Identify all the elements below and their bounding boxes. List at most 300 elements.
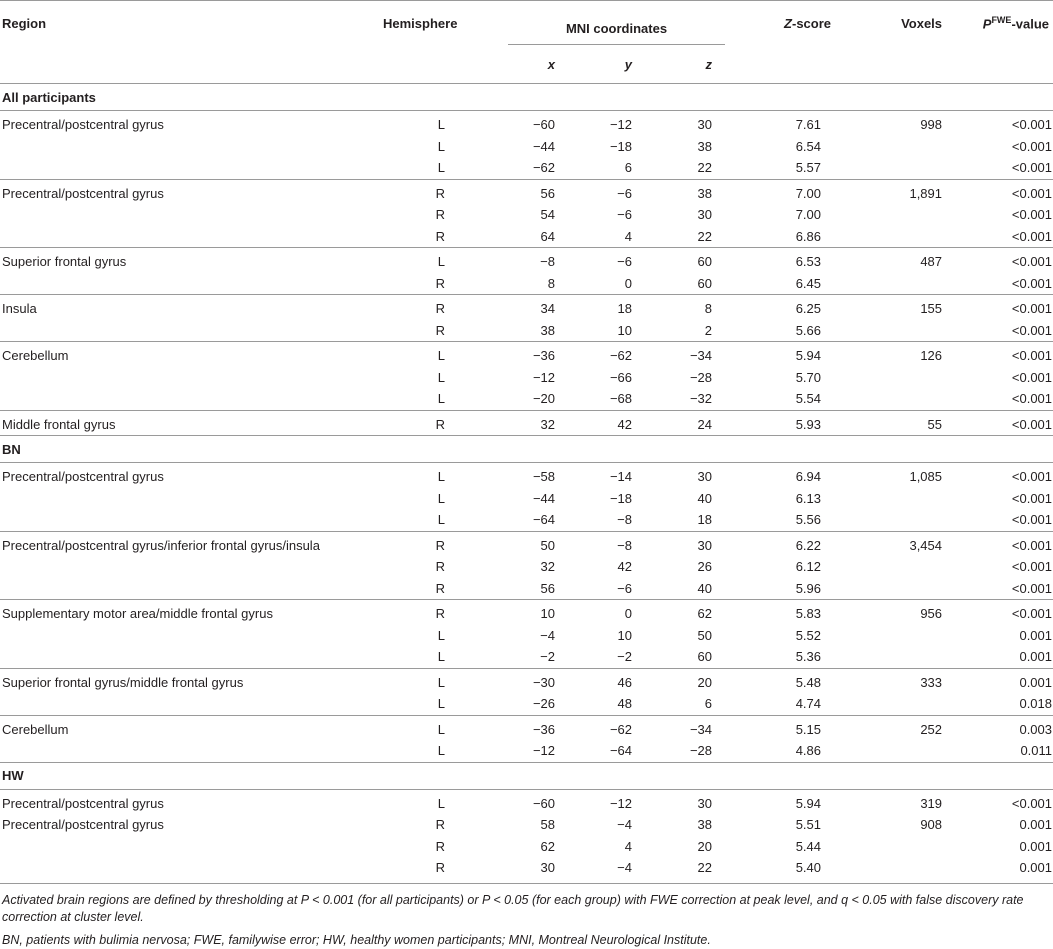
y-coordinate-cell: −62: [609, 348, 632, 363]
table-row: [0, 410, 1053, 436]
p-value-cell: <0.001: [944, 226, 1053, 248]
z-coordinate-cell: 6: [645, 693, 725, 715]
zscore-cell: 5.96: [725, 578, 843, 600]
table-row: [0, 226, 1053, 248]
region-cell: [0, 320, 380, 342]
hemisphere-cell: R: [380, 410, 508, 436]
zscore-cell: 6.12: [795, 559, 822, 574]
table-row: [0, 646, 1053, 668]
region-cell: [0, 646, 380, 668]
region-cell: [0, 157, 380, 179]
region-cell: Precentral/postcentral gyrus: [2, 185, 164, 201]
p-value-cell: <0.001: [1011, 559, 1053, 574]
y-coordinate-cell: −6: [617, 254, 632, 269]
y-coordinate-cell: 42: [568, 410, 645, 436]
zscore-cell: 6.45: [725, 273, 843, 295]
voxels-cell: [843, 488, 944, 510]
p-value-cell: <0.001: [1011, 254, 1053, 269]
region-cell: [0, 509, 380, 531]
y-coordinate-cell: −66: [609, 369, 632, 385]
voxels-cell: [843, 556, 944, 578]
x-coordinate-cell: −20: [508, 388, 568, 410]
header-y: y: [568, 45, 645, 84]
voxels-cell: [843, 625, 944, 647]
voxels-cell: 252: [920, 721, 943, 737]
voxels-cell: 956: [920, 606, 943, 621]
region-cell: [0, 204, 380, 226]
hemisphere-cell: L: [437, 117, 445, 132]
header-blank-voxels: [843, 45, 944, 84]
y-coordinate-cell: 4: [624, 838, 632, 854]
y-coordinate-cell: 10: [568, 320, 645, 342]
x-coordinate-cell: 10: [540, 606, 555, 621]
z-coordinate-cell: 40: [645, 578, 725, 600]
p-value-cell: <0.001: [944, 157, 1053, 179]
hemisphere-cell: R: [435, 185, 445, 201]
hemisphere-cell: R: [435, 207, 445, 222]
table-row: [0, 509, 1053, 531]
x-coordinate-cell: −30: [532, 674, 555, 690]
p-value-cell: 0.003: [1019, 721, 1053, 737]
z-coordinate-cell: 22: [645, 157, 725, 179]
zscore-cell: 5.93: [725, 410, 843, 436]
zscore-cell: 7.00: [795, 185, 822, 201]
region-cell: [0, 488, 380, 510]
footnote-thresholding: Activated brain regions are defined by thresholding at P < 0.001 (for all participants) or P < 0.05 (for each group) with FWE correction at peak level, and q < 0.05 with false discovery rate correction at cluster level.: [2, 892, 1024, 924]
zscore-cell: 5.94: [795, 795, 822, 811]
x-coordinate-cell: −44: [532, 138, 555, 154]
hemisphere-cell: L: [437, 490, 445, 506]
region-cell: Cerebellum: [2, 721, 69, 737]
zscore-cell: 5.70: [795, 369, 822, 385]
region-cell: [0, 693, 380, 715]
z-coordinate-cell: 60: [697, 254, 713, 269]
table-row: [0, 273, 1053, 295]
x-coordinate-cell: −12: [532, 369, 555, 385]
p-value-cell: <0.001: [944, 578, 1053, 600]
y-coordinate-cell: 6: [568, 157, 645, 179]
hemisphere-cell: R: [435, 817, 445, 832]
voxels-cell: 126: [920, 348, 943, 363]
region-cell: [0, 388, 380, 410]
voxels-cell: 1,891: [909, 185, 943, 201]
x-coordinate-cell: −2: [508, 646, 568, 668]
table-row: [0, 668, 1053, 693]
header-p-suffix: -value: [1011, 16, 1050, 32]
region-cell: Precentral/postcentral gyrus/inferior frontal gyrus/insula: [2, 537, 320, 553]
table-row: [0, 740, 1053, 762]
region-cell: [0, 273, 380, 295]
z-coordinate-cell: 22: [697, 860, 713, 875]
p-value-cell: <0.001: [1011, 185, 1053, 201]
zscore-cell: 5.54: [725, 388, 843, 410]
z-coordinate-cell: −28: [689, 369, 713, 385]
table-row: [0, 857, 1053, 879]
z-coordinate-cell: 40: [697, 490, 713, 506]
p-value-cell: <0.001: [1011, 490, 1053, 506]
voxels-cell: [843, 740, 944, 762]
voxels-cell: 333: [920, 674, 943, 690]
z-coordinate-cell: 60: [645, 646, 725, 668]
hemisphere-cell: L: [380, 693, 508, 715]
z-coordinate-cell: 30: [697, 469, 713, 484]
z-coordinate-cell: 38: [697, 138, 713, 154]
hemisphere-cell: R: [435, 606, 445, 621]
zscore-cell: 5.44: [795, 838, 822, 854]
p-value-cell: 0.001: [1019, 860, 1053, 875]
x-coordinate-cell: 54: [540, 207, 555, 222]
voxels-cell: [843, 388, 944, 410]
y-coordinate-cell: −6: [617, 207, 632, 222]
section-title: BN: [0, 436, 1053, 463]
table-row: [0, 789, 1053, 814]
zscore-cell: 5.36: [725, 646, 843, 668]
x-coordinate-cell: 38: [508, 320, 568, 342]
z-coordinate-cell: 26: [697, 559, 713, 574]
x-coordinate-cell: 32: [540, 559, 555, 574]
x-coordinate-cell: −58: [532, 469, 555, 484]
voxels-cell: [843, 273, 944, 295]
y-coordinate-cell: 4: [568, 226, 645, 248]
hemisphere-cell: L: [380, 157, 508, 179]
zscore-cell: 6.53: [795, 254, 822, 269]
region-cell: [0, 226, 380, 248]
voxels-cell: [843, 693, 944, 715]
table-row: [0, 367, 1053, 389]
table-row: [0, 836, 1053, 858]
header-p-superscript: FWE: [991, 14, 1012, 25]
hemisphere-cell: R: [380, 320, 508, 342]
x-coordinate-cell: 56: [508, 578, 568, 600]
z-coordinate-cell: 30: [697, 207, 713, 222]
header-blank-zscore: [725, 45, 843, 84]
region-cell: [0, 625, 380, 647]
table-row: [0, 463, 1053, 488]
hemisphere-cell: L: [437, 674, 445, 690]
table-row: [0, 625, 1053, 647]
region-cell: Supplementary motor area/middle frontal gyrus: [2, 606, 273, 621]
x-coordinate-cell: −36: [532, 721, 555, 737]
hemisphere-cell: L: [437, 721, 445, 737]
table-footnotes: [0, 883, 1053, 949]
x-coordinate-cell: 50: [540, 537, 555, 553]
y-coordinate-cell: −68: [568, 388, 645, 410]
z-coordinate-cell: 38: [697, 185, 713, 201]
hemisphere-cell: L: [437, 348, 445, 363]
table-row: [0, 715, 1053, 740]
voxels-cell: 155: [920, 301, 943, 316]
hemisphere-cell: L: [437, 795, 445, 811]
x-coordinate-cell: −12: [508, 740, 568, 762]
region-cell: Insula: [2, 301, 37, 316]
zscore-cell: 6.22: [795, 537, 822, 553]
hemisphere-cell: L: [380, 740, 508, 762]
hemisphere-cell: R: [380, 578, 508, 600]
z-coordinate-cell: 38: [697, 817, 713, 832]
p-value-cell: 0.001: [1019, 817, 1053, 832]
zscore-cell: 5.48: [795, 674, 822, 690]
footnote-abbreviations: BN, patients with bulimia nervosa; FWE, familywise error; HW, healthy women participants; MNI, Montreal Neurological Institute.: [2, 932, 711, 947]
region-cell: Precentral/postcentral gyrus: [2, 469, 164, 484]
z-coordinate-cell: 2: [645, 320, 725, 342]
header-zscore: [725, 1, 843, 46]
voxels-cell: 998: [920, 117, 943, 132]
y-coordinate-cell: −12: [609, 117, 632, 132]
header-mni-label: MNI coordinates: [508, 11, 725, 45]
voxels-cell: [843, 136, 944, 158]
x-coordinate-cell: −26: [508, 693, 568, 715]
hemisphere-cell: L: [437, 254, 445, 269]
voxels-cell: [843, 578, 944, 600]
y-coordinate-cell: −62: [609, 721, 632, 737]
table-row: [0, 388, 1053, 410]
z-coordinate-cell: 18: [645, 509, 725, 531]
table-body: [0, 84, 1053, 879]
zscore-cell: 5.40: [795, 860, 822, 875]
hemisphere-cell: L: [380, 509, 508, 531]
x-coordinate-cell: −8: [540, 254, 555, 269]
voxels-cell: [843, 509, 944, 531]
header-hemisphere: Hemisphere: [380, 1, 508, 46]
header-region: Region: [0, 1, 380, 46]
z-coordinate-cell: −32: [645, 388, 725, 410]
hemisphere-cell: R: [435, 559, 445, 574]
p-value-cell: 0.001: [1019, 627, 1053, 643]
z-coordinate-cell: 8: [704, 301, 713, 316]
y-coordinate-cell: −6: [568, 578, 645, 600]
region-cell: [0, 740, 380, 762]
table-row: [0, 556, 1053, 578]
region-cell: Superior frontal gyrus/middle frontal gyrus: [2, 674, 244, 690]
zscore-cell: 6.86: [725, 226, 843, 248]
region-cell: Superior frontal gyrus: [2, 254, 127, 269]
x-coordinate-cell: 56: [540, 185, 555, 201]
zscore-cell: 6.94: [795, 469, 822, 484]
region-cell: [0, 367, 380, 389]
hemisphere-cell: R: [380, 226, 508, 248]
p-value-cell: 0.011: [944, 740, 1053, 762]
z-coordinate-cell: −34: [689, 721, 713, 737]
region-cell: Precentral/postcentral gyrus: [2, 117, 164, 132]
hemisphere-cell: L: [380, 646, 508, 668]
header-mni-coordinates: [508, 1, 725, 46]
region-cell: Precentral/postcentral gyrus: [2, 817, 164, 832]
header-p-letter: P: [982, 16, 992, 32]
x-coordinate-cell: −4: [540, 627, 555, 643]
region-cell: [0, 136, 380, 158]
header-z: z: [645, 45, 725, 84]
p-value-cell: <0.001: [1011, 469, 1053, 484]
p-value-cell: <0.001: [1011, 138, 1053, 154]
table-row: [0, 204, 1053, 226]
zscore-cell: 7.00: [795, 207, 822, 222]
zscore-cell: 6.54: [795, 138, 822, 154]
hemisphere-cell: R: [380, 273, 508, 295]
x-coordinate-cell: 32: [508, 410, 568, 436]
table-row: [0, 531, 1053, 556]
p-value-cell: <0.001: [1011, 537, 1053, 553]
x-coordinate-cell: 58: [540, 817, 555, 832]
y-coordinate-cell: −64: [568, 740, 645, 762]
p-value-cell: <0.001: [1011, 606, 1053, 621]
region-cell: [0, 578, 380, 600]
zscore-cell: 5.66: [725, 320, 843, 342]
voxels-cell: 319: [920, 795, 943, 811]
x-coordinate-cell: −64: [508, 509, 568, 531]
p-value-cell: <0.001: [1011, 348, 1053, 363]
voxels-cell: [843, 646, 944, 668]
z-coordinate-cell: −28: [645, 740, 725, 762]
z-coordinate-cell: 22: [645, 226, 725, 248]
table-row: [0, 179, 1053, 204]
voxels-cell: [843, 367, 944, 389]
region-cell: Middle frontal gyrus: [0, 410, 380, 436]
y-coordinate-cell: 10: [617, 627, 632, 643]
header-blank-p: [944, 45, 1053, 84]
table-header: [0, 1, 1053, 84]
p-value-cell: <0.001: [1011, 795, 1053, 811]
zscore-cell: 4.86: [725, 740, 843, 762]
region-cell: Cerebellum: [2, 348, 69, 363]
x-coordinate-cell: −44: [532, 490, 555, 506]
y-coordinate-cell: 42: [617, 559, 632, 574]
table-row: [0, 111, 1053, 136]
p-value-cell: <0.001: [944, 320, 1053, 342]
voxels-cell: [843, 157, 944, 179]
y-coordinate-cell: 0: [568, 273, 645, 295]
hemisphere-cell: R: [435, 301, 445, 316]
z-coordinate-cell: 60: [645, 273, 725, 295]
zscore-cell: 5.56: [725, 509, 843, 531]
voxels-cell: 487: [920, 254, 943, 269]
p-value-cell: <0.001: [944, 509, 1053, 531]
zscore-cell: 4.74: [725, 693, 843, 715]
x-coordinate-cell: 62: [540, 838, 555, 854]
voxels-cell: [843, 204, 944, 226]
x-coordinate-cell: −60: [532, 795, 555, 811]
voxels-cell: [843, 857, 944, 879]
x-coordinate-cell: −62: [508, 157, 568, 179]
y-coordinate-cell: −18: [609, 490, 632, 506]
y-coordinate-cell: −8: [617, 537, 632, 553]
header-blank-hemisphere: [380, 45, 508, 84]
zscore-cell: 5.94: [795, 348, 822, 363]
hemisphere-cell: R: [435, 537, 445, 553]
zscore-cell: 5.57: [725, 157, 843, 179]
zscore-cell: 5.15: [795, 721, 822, 737]
zscore-cell: 7.61: [795, 117, 822, 132]
p-value-cell: <0.001: [944, 388, 1053, 410]
header-p-value: [944, 1, 1053, 46]
y-coordinate-cell: 46: [617, 674, 632, 690]
y-coordinate-cell: −14: [609, 469, 632, 484]
z-coordinate-cell: 20: [697, 674, 713, 690]
hemisphere-cell: L: [437, 469, 445, 484]
voxels-cell: 1,085: [909, 469, 943, 484]
y-coordinate-cell: −6: [617, 185, 632, 201]
y-coordinate-cell: −18: [609, 138, 632, 154]
y-coordinate-cell: −12: [609, 795, 632, 811]
zscore-cell: 5.83: [795, 606, 822, 621]
section-title: HW: [0, 762, 1053, 789]
header-zscore-suffix: -score: [791, 15, 832, 31]
p-value-cell: <0.001: [944, 410, 1053, 436]
table-row: [0, 157, 1053, 179]
section-title: All participants: [0, 84, 1053, 111]
z-coordinate-cell: 30: [697, 117, 713, 132]
z-coordinate-cell: 62: [697, 606, 713, 621]
table-row: [0, 320, 1053, 342]
hemisphere-cell: L: [437, 138, 445, 154]
p-value-cell: <0.001: [1011, 117, 1053, 132]
table-row: [0, 693, 1053, 715]
z-coordinate-cell: 30: [697, 537, 713, 553]
x-coordinate-cell: −36: [532, 348, 555, 363]
header-blank-region: [0, 45, 380, 84]
voxels-cell: [843, 836, 944, 858]
voxels-cell: [843, 226, 944, 248]
p-value-cell: 0.001: [1019, 674, 1053, 690]
y-coordinate-cell: −2: [568, 646, 645, 668]
z-coordinate-cell: −34: [689, 348, 713, 363]
zscore-cell: 6.13: [795, 490, 822, 506]
p-value-cell: 0.001: [944, 646, 1053, 668]
y-coordinate-cell: 0: [624, 606, 632, 621]
voxels-cell: 3,454: [909, 537, 943, 553]
header-zscore-letter: Z: [784, 15, 792, 31]
p-value-cell: 0.018: [944, 693, 1053, 715]
z-coordinate-cell: 30: [697, 795, 713, 811]
region-cell: [0, 836, 380, 858]
region-cell: Precentral/postcentral gyrus: [2, 795, 164, 811]
z-coordinate-cell: 20: [697, 838, 713, 854]
table-row: [0, 295, 1053, 320]
p-value-cell: <0.001: [1011, 369, 1053, 385]
p-value-cell: <0.001: [944, 273, 1053, 295]
hemisphere-cell: L: [437, 369, 445, 385]
voxels-cell: 55: [843, 410, 944, 436]
y-coordinate-cell: −8: [568, 509, 645, 531]
table-row: [0, 488, 1053, 510]
z-coordinate-cell: 24: [645, 410, 725, 436]
x-coordinate-cell: 30: [540, 860, 555, 875]
y-coordinate-cell: 18: [617, 301, 632, 316]
table-row: [0, 136, 1053, 158]
hemisphere-cell: L: [380, 388, 508, 410]
y-coordinate-cell: −4: [617, 817, 632, 832]
x-coordinate-cell: −60: [532, 117, 555, 132]
region-cell: [0, 857, 380, 879]
table-row: [0, 342, 1053, 367]
table-row: [0, 578, 1053, 600]
z-coordinate-cell: 50: [697, 627, 713, 643]
p-value-cell: 0.001: [1019, 838, 1053, 854]
hemisphere-cell: R: [435, 838, 445, 854]
hemisphere-cell: R: [435, 860, 445, 875]
x-coordinate-cell: 8: [508, 273, 568, 295]
p-value-cell: <0.001: [1011, 207, 1053, 222]
x-coordinate-cell: 34: [540, 301, 555, 316]
header-voxels: Voxels: [843, 1, 944, 46]
p-value-cell: <0.001: [1011, 301, 1053, 316]
voxels-cell: [843, 320, 944, 342]
header-x: x: [508, 45, 568, 84]
region-cell: [0, 556, 380, 578]
y-coordinate-cell: −4: [617, 860, 632, 875]
table-row: [0, 814, 1053, 836]
zscore-cell: 5.52: [795, 627, 822, 643]
table-row: [0, 248, 1053, 273]
